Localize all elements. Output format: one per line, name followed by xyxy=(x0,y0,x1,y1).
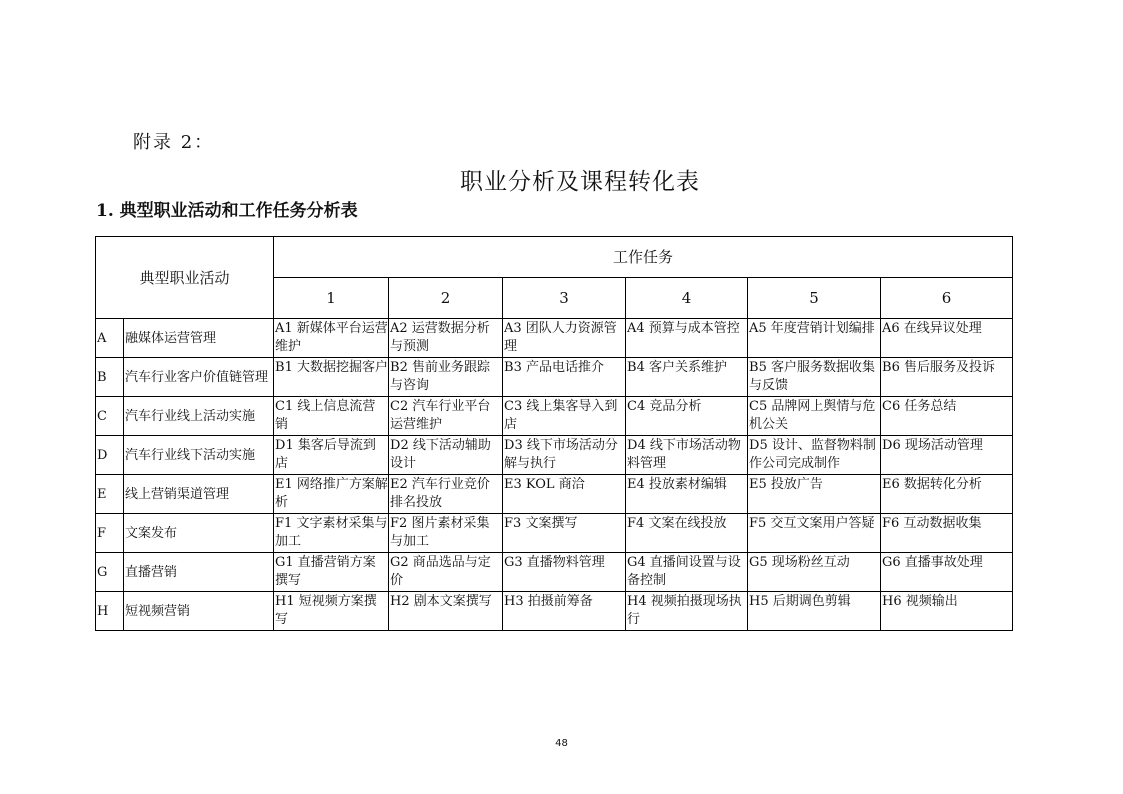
row-code: B xyxy=(96,358,124,397)
task-cell: G3 直播物料管理 xyxy=(503,553,626,592)
task-cell: D1 集客后导流到店 xyxy=(274,436,389,475)
task-cell: B4 客户关系维护 xyxy=(626,358,748,397)
table-row xyxy=(96,475,1013,514)
task-column-number: 5 xyxy=(748,278,881,319)
activity-cell: 汽车行业线上活动实施 xyxy=(124,397,274,436)
task-cell: G5 现场粉丝互动 xyxy=(748,553,881,592)
row-code: C xyxy=(96,397,124,436)
row-code: A xyxy=(96,319,124,358)
task-cell: E5 投放广告 xyxy=(748,475,881,514)
task-cell: B6 售后服务及投诉 xyxy=(881,358,1013,397)
activity-header: 典型职业活动 xyxy=(96,237,274,319)
appendix-label: 附录 2： xyxy=(133,132,215,153)
table-header-row xyxy=(96,237,1013,278)
activity-cell: 汽车行业线下活动实施 xyxy=(124,436,274,475)
task-cell: C4 竞品分析 xyxy=(626,397,748,436)
task-header: 工作任务 xyxy=(274,237,1013,278)
table-row xyxy=(96,514,1013,553)
row-code: F xyxy=(96,514,124,553)
row-code: E xyxy=(96,475,124,514)
page-number: 48 xyxy=(555,738,568,749)
row-code: H xyxy=(96,592,124,631)
task-cell: C2 汽车行业平台运营维护 xyxy=(389,397,503,436)
task-cell: C3 线上集客导入到店 xyxy=(503,397,626,436)
task-column-number: 4 xyxy=(626,278,748,319)
task-cell: C5 品牌网上舆情与危机公关 xyxy=(748,397,881,436)
task-cell: A1 新媒体平台运营维护 xyxy=(274,319,389,358)
activity-task-table xyxy=(95,236,1013,631)
task-cell: G6 直播事故处理 xyxy=(881,553,1013,592)
task-cell: G4 直播间设置与设备控制 xyxy=(626,553,748,592)
task-cell: E3 KOL 商洽 xyxy=(503,475,626,514)
task-cell: A6 在线异议处理 xyxy=(881,319,1013,358)
activity-cell: 融媒体运营管理 xyxy=(124,319,274,358)
task-cell: H6 视频输出 xyxy=(881,592,1013,631)
row-code: G xyxy=(96,553,124,592)
table-row xyxy=(96,358,1013,397)
task-cell: B3 产品电话推介 xyxy=(503,358,626,397)
task-cell: A2 运营数据分析与预测 xyxy=(389,319,503,358)
task-cell: D2 线下活动辅助设计 xyxy=(389,436,503,475)
table-row xyxy=(96,397,1013,436)
table-row xyxy=(96,319,1013,358)
task-cell: C1 线上信息流营销 xyxy=(274,397,389,436)
task-cell: G2 商品选品与定价 xyxy=(389,553,503,592)
task-cell: F1 文字素材采集与加工 xyxy=(274,514,389,553)
table-row xyxy=(96,553,1013,592)
task-cell: H3 拍摄前筹备 xyxy=(503,592,626,631)
table-row xyxy=(96,436,1013,475)
task-column-number: 2 xyxy=(389,278,503,319)
row-code: D xyxy=(96,436,124,475)
task-cell: F6 互动数据收集 xyxy=(881,514,1013,553)
task-cell: B1 大数据挖掘客户 xyxy=(274,358,389,397)
task-cell: E4 投放素材编辑 xyxy=(626,475,748,514)
task-cell: D6 现场活动管理 xyxy=(881,436,1013,475)
task-column-number: 1 xyxy=(274,278,389,319)
task-cell: E2 汽车行业竞价排名投放 xyxy=(389,475,503,514)
task-cell: H5 后期调色剪辑 xyxy=(748,592,881,631)
task-column-number: 6 xyxy=(881,278,1013,319)
task-cell: H1 短视频方案撰写 xyxy=(274,592,389,631)
activity-cell: 线上营销渠道管理 xyxy=(124,475,274,514)
task-cell: A4 预算与成本管控 xyxy=(626,319,748,358)
table-row xyxy=(96,592,1013,631)
task-cell: C6 任务总结 xyxy=(881,397,1013,436)
task-cell: B5 客户服务数据收集与反馈 xyxy=(748,358,881,397)
task-cell: E6 数据转化分析 xyxy=(881,475,1013,514)
task-cell: A3 团队人力资源管理 xyxy=(503,319,626,358)
activity-cell: 文案发布 xyxy=(124,514,274,553)
task-cell: D5 设计、监督物料制作公司完成制作 xyxy=(748,436,881,475)
task-cell: H2 剧本文案撰写 xyxy=(389,592,503,631)
task-cell: H4 视频拍摄现场执行 xyxy=(626,592,748,631)
task-cell: D3 线下市场活动分解与执行 xyxy=(503,436,626,475)
task-cell: F3 文案撰写 xyxy=(503,514,626,553)
document-title: 职业分析及课程转化表 xyxy=(460,169,700,195)
task-cell: A5 年度营销计划编排 xyxy=(748,319,881,358)
task-cell: D4 线下市场活动物料管理 xyxy=(626,436,748,475)
task-cell: F5 交互文案用户答疑 xyxy=(748,514,881,553)
activity-cell: 直播营销 xyxy=(124,553,274,592)
activity-cell: 汽车行业客户价值链管理 xyxy=(124,358,274,397)
task-column-number: 3 xyxy=(503,278,626,319)
activity-cell: 短视频营销 xyxy=(124,592,274,631)
task-cell: E1 网络推广方案解析 xyxy=(274,475,389,514)
task-cell: F4 文案在线投放 xyxy=(626,514,748,553)
task-cell: G1 直播营销方案撰写 xyxy=(274,553,389,592)
section-heading: 1. 典型职业活动和工作任务分析表 xyxy=(96,201,358,221)
task-cell: B2 售前业务跟踪与咨询 xyxy=(389,358,503,397)
task-cell: F2 图片素材采集与加工 xyxy=(389,514,503,553)
